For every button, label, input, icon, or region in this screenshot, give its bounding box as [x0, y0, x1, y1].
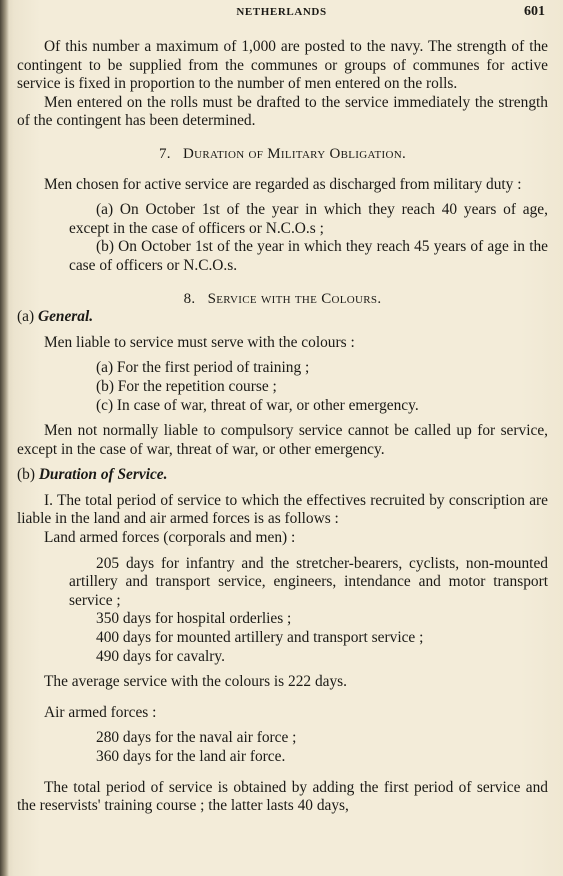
running-head: NETHERLANDS: [236, 6, 327, 18]
obligation-item-b: (b) On October 1st of the year in which they reach 45 years of age in the case of officers or N.C.O.s.: [69, 238, 548, 274]
colours-item-b: (b) For the repetition course ;: [96, 377, 277, 395]
air-item-land: 360 days for the land air force.: [96, 748, 286, 765]
page-body: [17, 38, 548, 816]
subheading-general-marker: (a): [17, 308, 35, 326]
page-number: 601: [524, 4, 545, 19]
subheading-duration-title: Duration of Service.: [38, 466, 168, 484]
land-item-infantry: 205 days for infantry and the stretcher-bearers, cyclists, non-mounted artillery and transport service, engineers, intendance and motor transport service ;: [69, 554, 548, 609]
section-8-number: 8.: [183, 290, 196, 307]
subheading-general: [17, 308, 548, 327]
page-header: [0, 6, 563, 24]
section-8-heading: [17, 290, 548, 309]
paragraph-not-liable: Men not normally liable to compulsory service cannot be called up for service, except in the case of war, threat of war, or other emergency.: [17, 422, 548, 458]
paragraph-total-period: I. The total period of service to which the effectives recruited by conscription are liable in the land and air armed forces is as follows :: [17, 491, 548, 528]
land-item-cavalry: 490 days for cavalry.: [96, 647, 225, 665]
section-8-title: Service with the Colours.: [207, 290, 382, 307]
subheading-duration: [17, 466, 548, 485]
land-item-orderlies: 350 days for hospital orderlies ;: [96, 610, 292, 628]
section-7-heading: [17, 145, 548, 164]
paragraph-colours: Men liable to service must serve with the colours :: [44, 333, 355, 351]
average-service: The average service with the colours is 222 days.: [44, 673, 348, 691]
paragraph-drafting: Men entered on the rolls must be drafted to the service immediately the strength of the contingent has been determined.: [17, 93, 548, 130]
paragraph-contingent: Of this number a maximum of 1,000 are posted to the navy. The strength of the contingent to be supplied from the communes or groups of communes for active service is fixed in proportion to the number of men entered on the rolls.: [17, 38, 548, 93]
paragraph-discharge: Men chosen for active service are regarded as discharged from military duty :: [44, 175, 522, 193]
subheading-duration-marker: (b): [17, 466, 35, 484]
air-forces-heading: Air armed forces :: [44, 703, 157, 721]
land-forces-heading: Land armed forces (corporals and men) :: [44, 529, 296, 547]
colours-item-c: (c) In case of war, threat of war, or other emergency.: [96, 396, 419, 414]
section-7-title: Duration of Military Obligation.: [182, 145, 407, 162]
air-item-naval: 280 days for the naval air force ;: [96, 729, 297, 747]
subheading-general-title: General.: [37, 308, 94, 326]
obligation-item-a: (a) On October 1st of the year in which they reach 40 years of age, except in the case of officers or N.C.O.s ;: [69, 201, 548, 237]
page-binding-shadow: [0, 0, 9, 876]
colours-item-a: (a) For the first period of training ;: [96, 359, 310, 377]
section-7-number: 7.: [158, 145, 171, 162]
land-item-artillery: 400 days for mounted artillery and transport service ;: [96, 629, 424, 647]
paragraph-reservists: The total period of service is obtained by adding the first period of service and the reservists' training course ; the latter lasts 40 days,: [17, 778, 548, 815]
